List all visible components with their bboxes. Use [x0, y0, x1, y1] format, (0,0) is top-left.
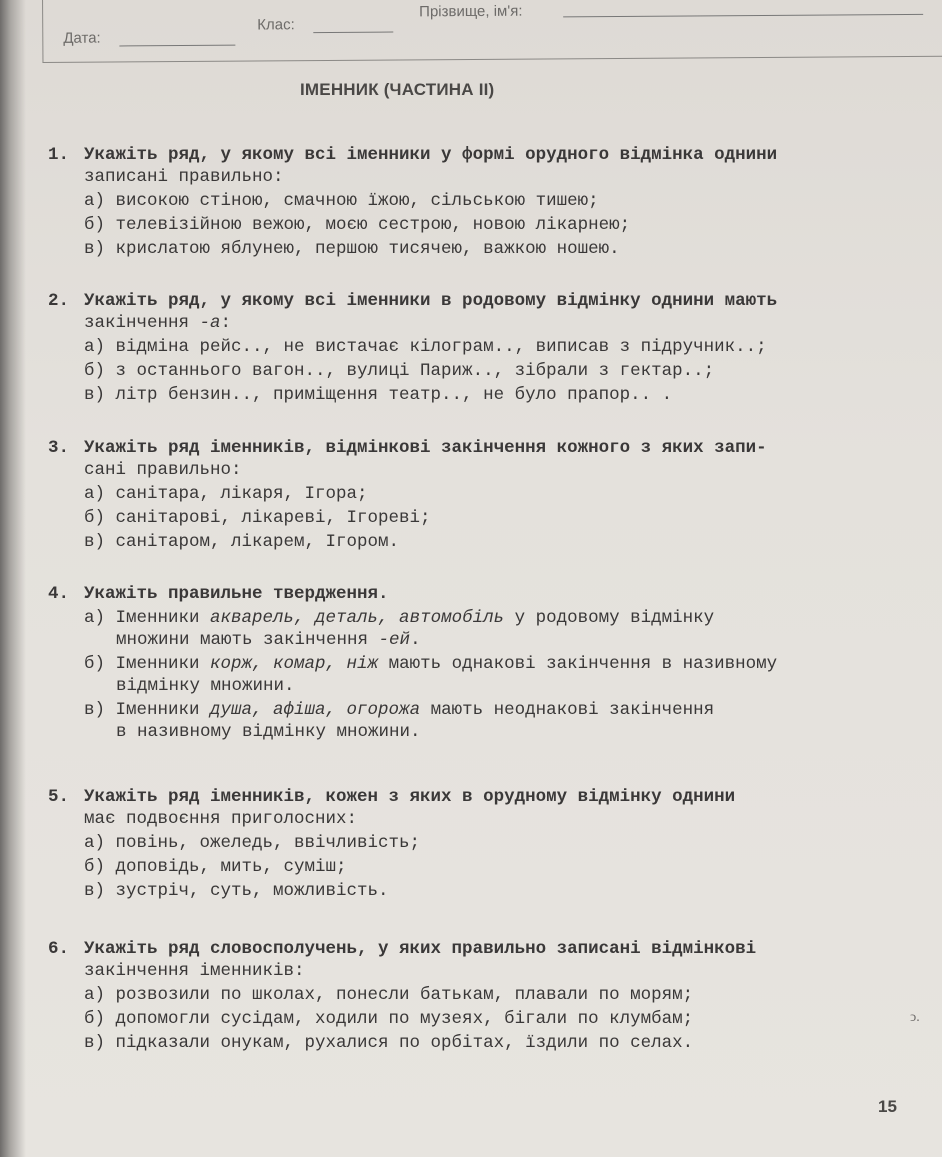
question-stem: Укажіть ряд, у якому всі іменники в родовому відмінку однини мають	[84, 291, 778, 311]
question-number: 6.	[48, 939, 70, 959]
option-a: а) повінь, ожеледь, ввічливість;	[84, 833, 421, 853]
stem-text: :	[220, 313, 232, 333]
option-c	[84, 699, 888, 721]
header-box	[42, 0, 942, 63]
stem-text: закінчення	[84, 313, 200, 333]
option-a: а) високою стіною, смачною їжою, сільською тишею;	[84, 191, 599, 211]
question-stem: Укажіть ряд, у якому всі іменники у формі орудного відмінка однини	[84, 145, 778, 165]
question-number: 4.	[48, 584, 70, 604]
class-label: Клас:	[257, 16, 295, 34]
option-a: а) відміна рейс.., не вистачає кілограм.., виписав з підручник..;	[84, 337, 767, 357]
question-stem: Укажіть ряд словосполучень, у яких правильно записані відмінкові	[84, 939, 757, 959]
question-stem-cont	[84, 312, 888, 334]
question-stem-cont: має подвоєння приголосних:	[84, 809, 358, 829]
date-line	[119, 31, 235, 47]
option-c: в) санітаром, лікарем, Ігором.	[84, 532, 400, 552]
question-6	[48, 938, 888, 1054]
option-emphasis: корж, комар, ніж	[210, 654, 379, 674]
option-emphasis: душа, афіша, огорожа	[210, 700, 421, 720]
option-c: в) зустріч, суть, можливість.	[84, 881, 389, 901]
stem-emphasis: -а	[199, 313, 221, 333]
binding-shadow	[0, 0, 26, 1157]
option-c: в) крислатою яблунею, першою тисячею, важкою ношею.	[84, 239, 620, 259]
option-c: в) підказали онукам, рухалися по орбітах, їздили по селах.	[84, 1033, 694, 1053]
option-b: б) санітарові, лікареві, Ігореві;	[84, 508, 431, 528]
option-a-cont	[116, 629, 888, 651]
page-number: 15	[878, 1097, 897, 1116]
option-b: б) доповідь, мить, суміш;	[84, 857, 347, 877]
option-b: б) з останнього вагон.., вулиці Париж.., зібрали з гектар..;	[84, 361, 715, 381]
option-a: а) санітара, лікаря, Ігора;	[84, 484, 368, 504]
margin-mark: ↄ.	[910, 1010, 920, 1025]
question-number: 2.	[48, 291, 70, 311]
question-stem: Укажіть ряд іменників, кожен з яких в орудному відмінку однини	[84, 787, 736, 807]
question-1	[48, 144, 888, 260]
option-emphasis: акварель, деталь, автомобіль	[210, 608, 505, 628]
option-text: в) Іменники	[84, 700, 211, 720]
option-text: .	[410, 630, 421, 650]
option-emphasis: -ей	[378, 630, 411, 650]
option-text: мають однакові закінчення в називному	[378, 654, 778, 674]
question-stem: Укажіть ряд іменників, відмінкові закінчення кожного з яких запи-	[84, 438, 767, 458]
class-line	[313, 18, 393, 34]
option-b	[84, 653, 888, 675]
option-b: б) телевізійною вежою, моєю сестрою, новою лікарнею;	[84, 215, 631, 235]
question-number: 1.	[48, 145, 70, 165]
option-text: мають неоднакові закінчення	[420, 700, 715, 720]
option-text: а) Іменники	[84, 608, 211, 628]
date-label: Дата:	[63, 29, 101, 47]
question-stem-cont: закінчення іменників:	[84, 961, 305, 981]
option-a: а) розвозили по школах, понесли батькам, плавали по морям;	[84, 985, 694, 1005]
option-text: б) Іменники	[84, 654, 211, 674]
question-stem-cont: сані правильно:	[84, 460, 242, 480]
question-2	[48, 290, 888, 406]
question-number: 5.	[48, 787, 70, 807]
name-label: Прізвище, ім'я:	[419, 2, 523, 21]
option-c-cont: в називному відмінку множини.	[116, 722, 421, 742]
option-a	[84, 607, 888, 629]
question-stem-cont: записані правильно:	[84, 167, 284, 187]
question-5	[48, 786, 888, 902]
option-b-cont: відмінку множини.	[116, 676, 295, 696]
question-4	[48, 583, 888, 743]
option-c: в) літр бензин.., приміщення театр.., не було прапор.. .	[84, 385, 673, 405]
question-number: 3.	[48, 438, 70, 458]
option-b: б) допомогли сусідам, ходили по музеях, бігали по клумбам;	[84, 1009, 694, 1029]
question-stem: Укажіть правильне твердження.	[84, 584, 389, 604]
option-text: множини мають закінчення	[116, 630, 379, 650]
option-text: у родовому відмінку	[504, 608, 715, 628]
page-title: ІМЕННИК (ЧАСТИНА ІІ)	[300, 80, 495, 99]
name-line	[563, 0, 923, 17]
question-3	[48, 437, 888, 553]
